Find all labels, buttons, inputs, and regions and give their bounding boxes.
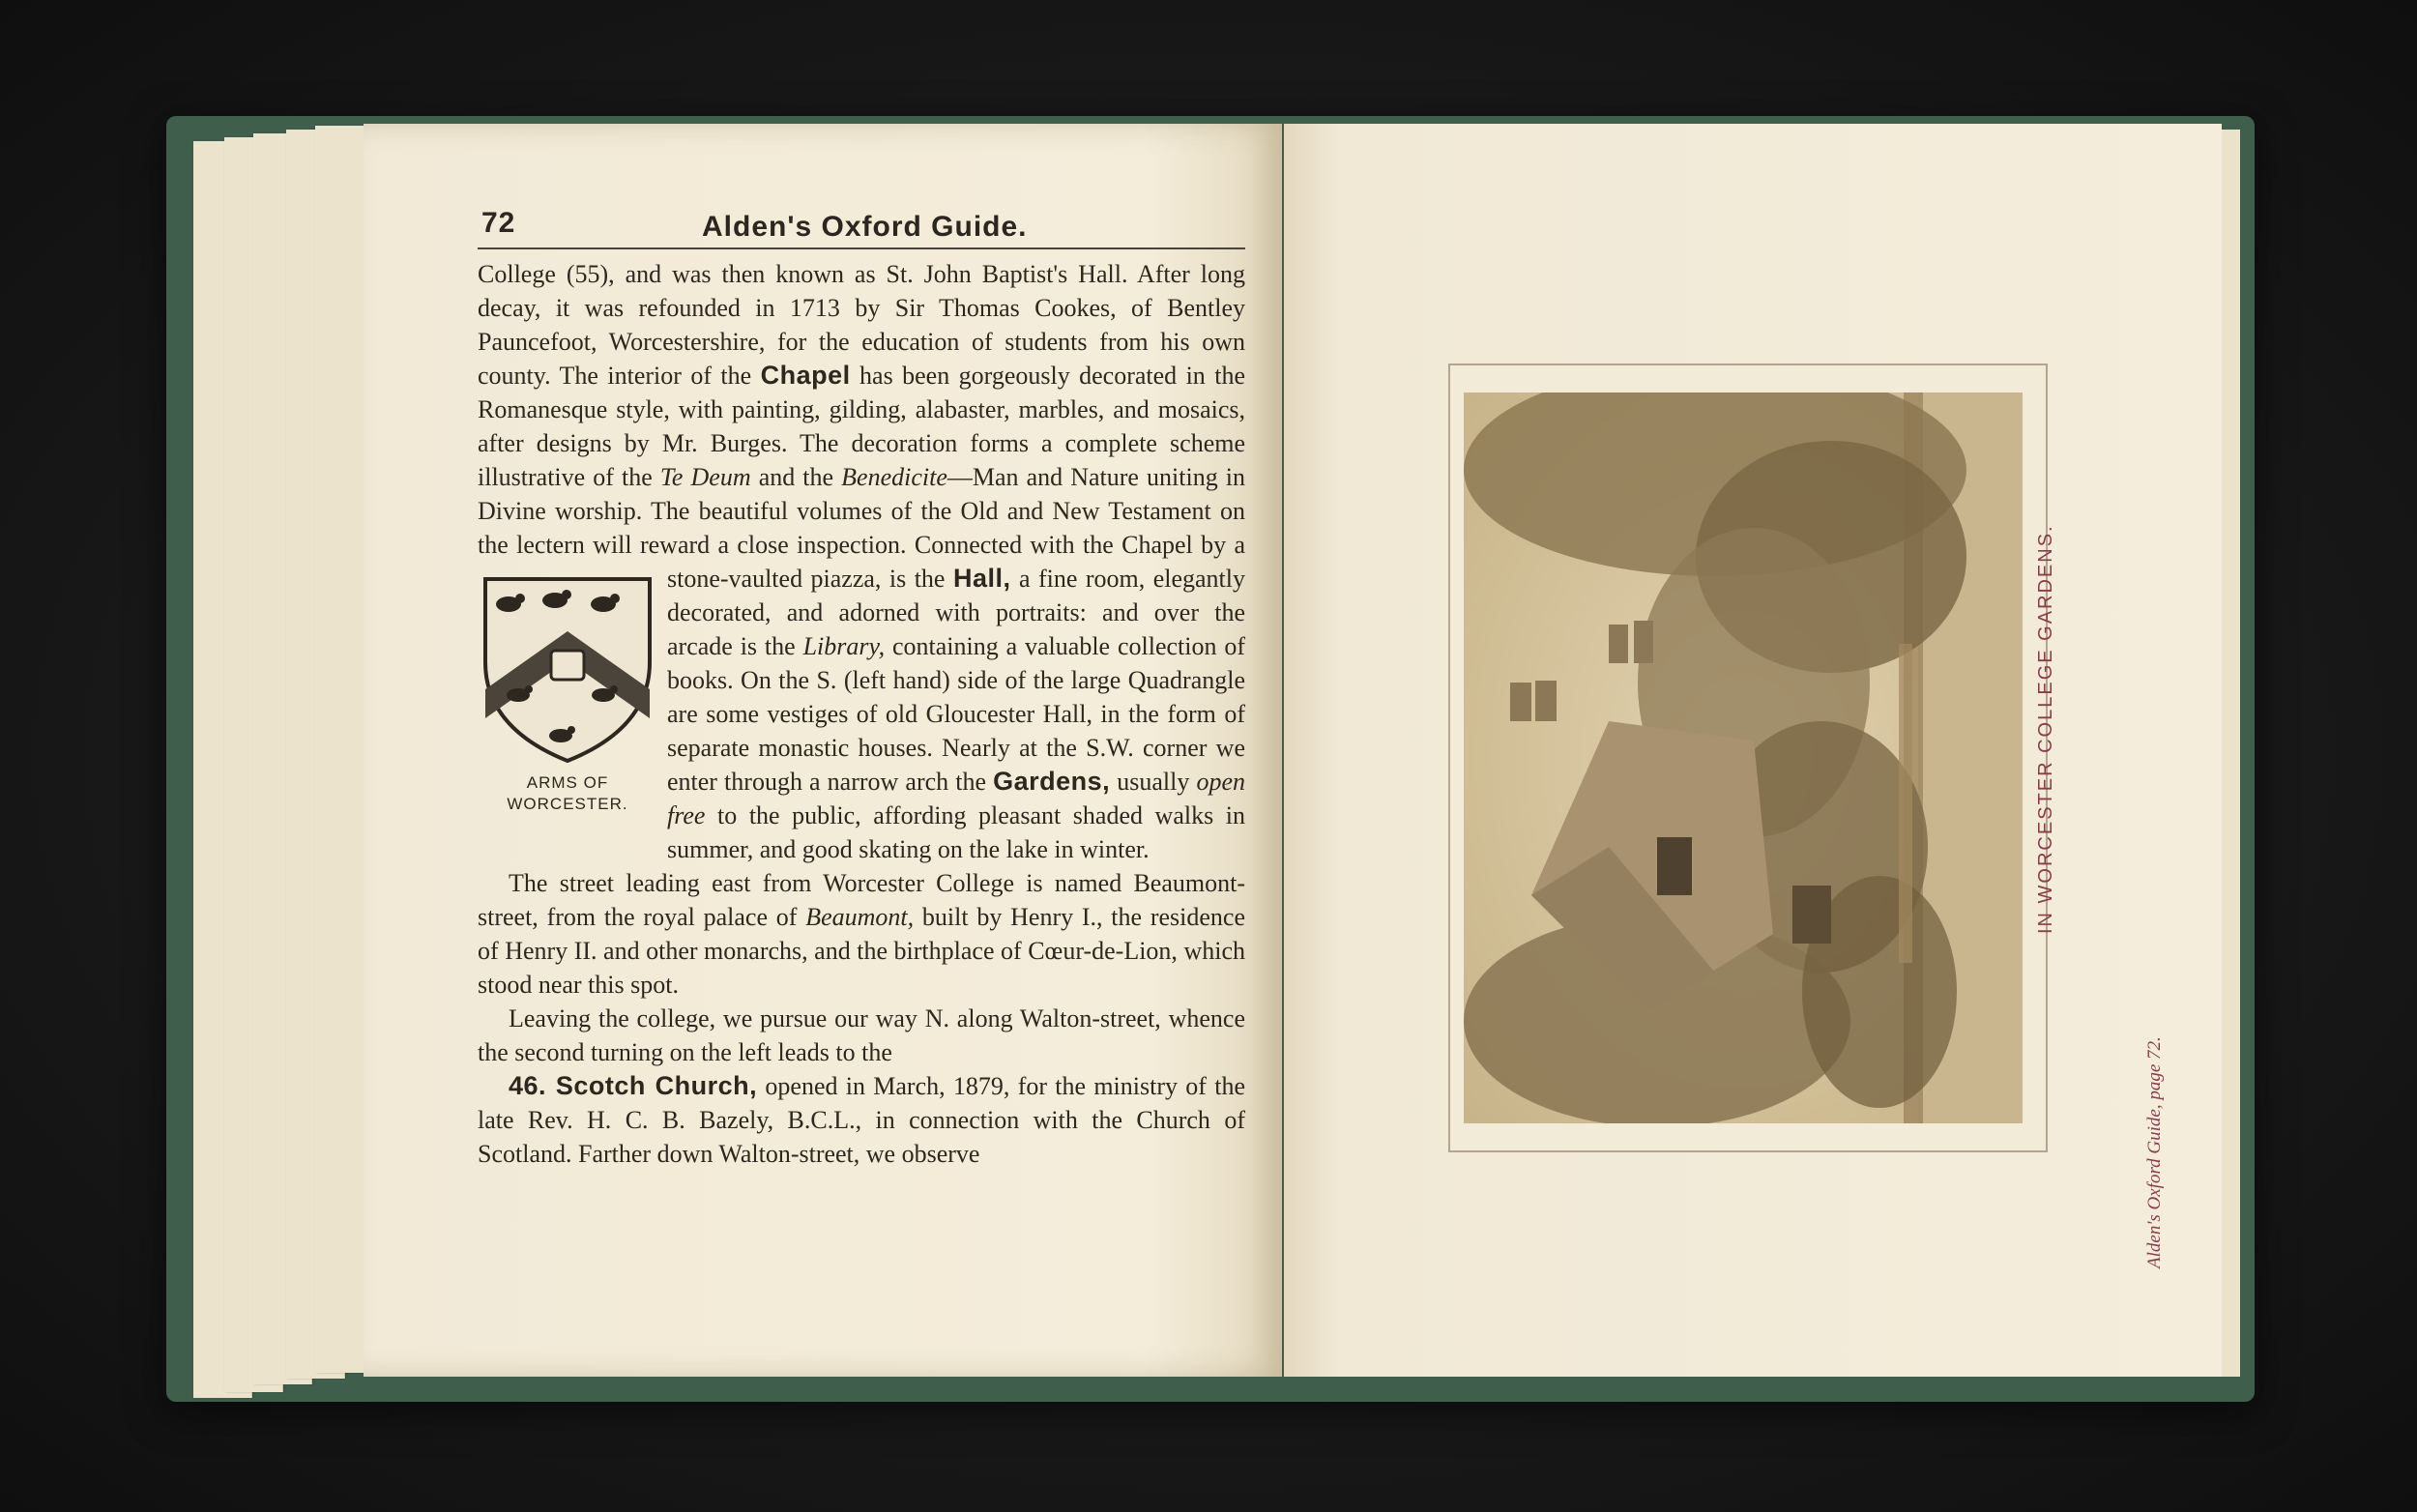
photo-caption: IN WORCESTER COLLEGE GARDENS.	[2035, 524, 2056, 934]
italic-library: Library,	[802, 632, 886, 660]
text-run: a fine room, elegantly decorated, and adorned with portraits: and over the arcade is the	[667, 565, 1246, 660]
text-run: has been gorgeously decorated in the Romanesque style, with painting, gilding, alabaster, marbles, and mosaics, after designs by Mr. Burges. The decoration forms a complete scheme illustrative of the	[478, 362, 1245, 491]
caption-line-2: WORCESTER.	[507, 795, 628, 813]
text-run: to the public, affording pleasant shaded walks in summer, and good skating on the lake in winter.	[667, 801, 1245, 863]
bold-term-chapel: Chapel	[760, 361, 851, 390]
text-run: and the	[750, 463, 842, 491]
italic-benedicite: Benedicite	[841, 463, 947, 491]
bold-term-gardens: Gardens,	[993, 767, 1111, 796]
figure-caption	[478, 772, 657, 815]
text-run: opened in March, 1879, for the ministry of the late Rev. H. C. B. Bazely, B.C.L., in connection with the Church of Scotland. Farther down Walton-street, we observe	[478, 1072, 1245, 1168]
arms-figure	[478, 562, 657, 842]
running-title: Alden's Oxford Guide.	[702, 211, 1028, 243]
caption-line-1: ARMS OF	[526, 773, 609, 792]
text-run: usually	[1110, 768, 1197, 796]
italic-beaumont: Beaumont,	[805, 903, 915, 931]
italic-open-free: open free	[667, 768, 1245, 829]
paragraph-2	[478, 866, 1245, 1002]
section-heading: 46. Scotch Church,	[509, 1071, 758, 1100]
garden-photo-image	[1464, 393, 2023, 1123]
worcester-shield-icon	[480, 573, 655, 767]
paragraph-1	[478, 257, 1245, 866]
paragraph-4	[478, 1069, 1245, 1171]
photo-credit: Alden's Oxford Guide, page 72.	[2144, 1036, 2165, 1268]
italic-te-deum: Te Deum	[659, 463, 751, 491]
body-text	[478, 257, 1245, 1171]
photograph	[1464, 393, 2023, 1123]
text-run: containing a valuable collection of books. On the S. (left hand) side of the large Quadrangle are some vestiges of old Gloucester Hall, in the form of separate monastic houses. Nearly at the S.W. corner we enter through a narrow arch the	[667, 632, 1245, 796]
page-number: 72	[481, 207, 516, 239]
text-run: College (55), and was then known as St. John Baptist's Hall. After long decay, it was refounded in 1713 by Sir Thomas Cookes, of Bentley Pauncefoot, Worcestershire, for the education of students from his own county. The interior of the	[478, 260, 1245, 390]
text-run: —Man and Nature uniting in Divine worship. The beautiful volumes of the Old and New Testament on the lectern will reward a close inspection. Connected with the Chapel by a stone-vaulted piazza, is the	[478, 463, 1245, 593]
bold-term-hall: Hall,	[952, 564, 1011, 593]
paragraph-3: Leaving the college, we pursue our way N. along Walton-street, whence the second turning on the left leads to the	[478, 1004, 1245, 1066]
running-head	[478, 203, 1245, 249]
text-run: The street leading east from Worcester College is named Beaumont-street, from the royal palace of	[478, 869, 1245, 931]
text-run: built by Henry I., the residence of Henry II. and other monarchs, and the birthplace of Cœur-de-Lion, which stood near this spot.	[478, 903, 1246, 999]
